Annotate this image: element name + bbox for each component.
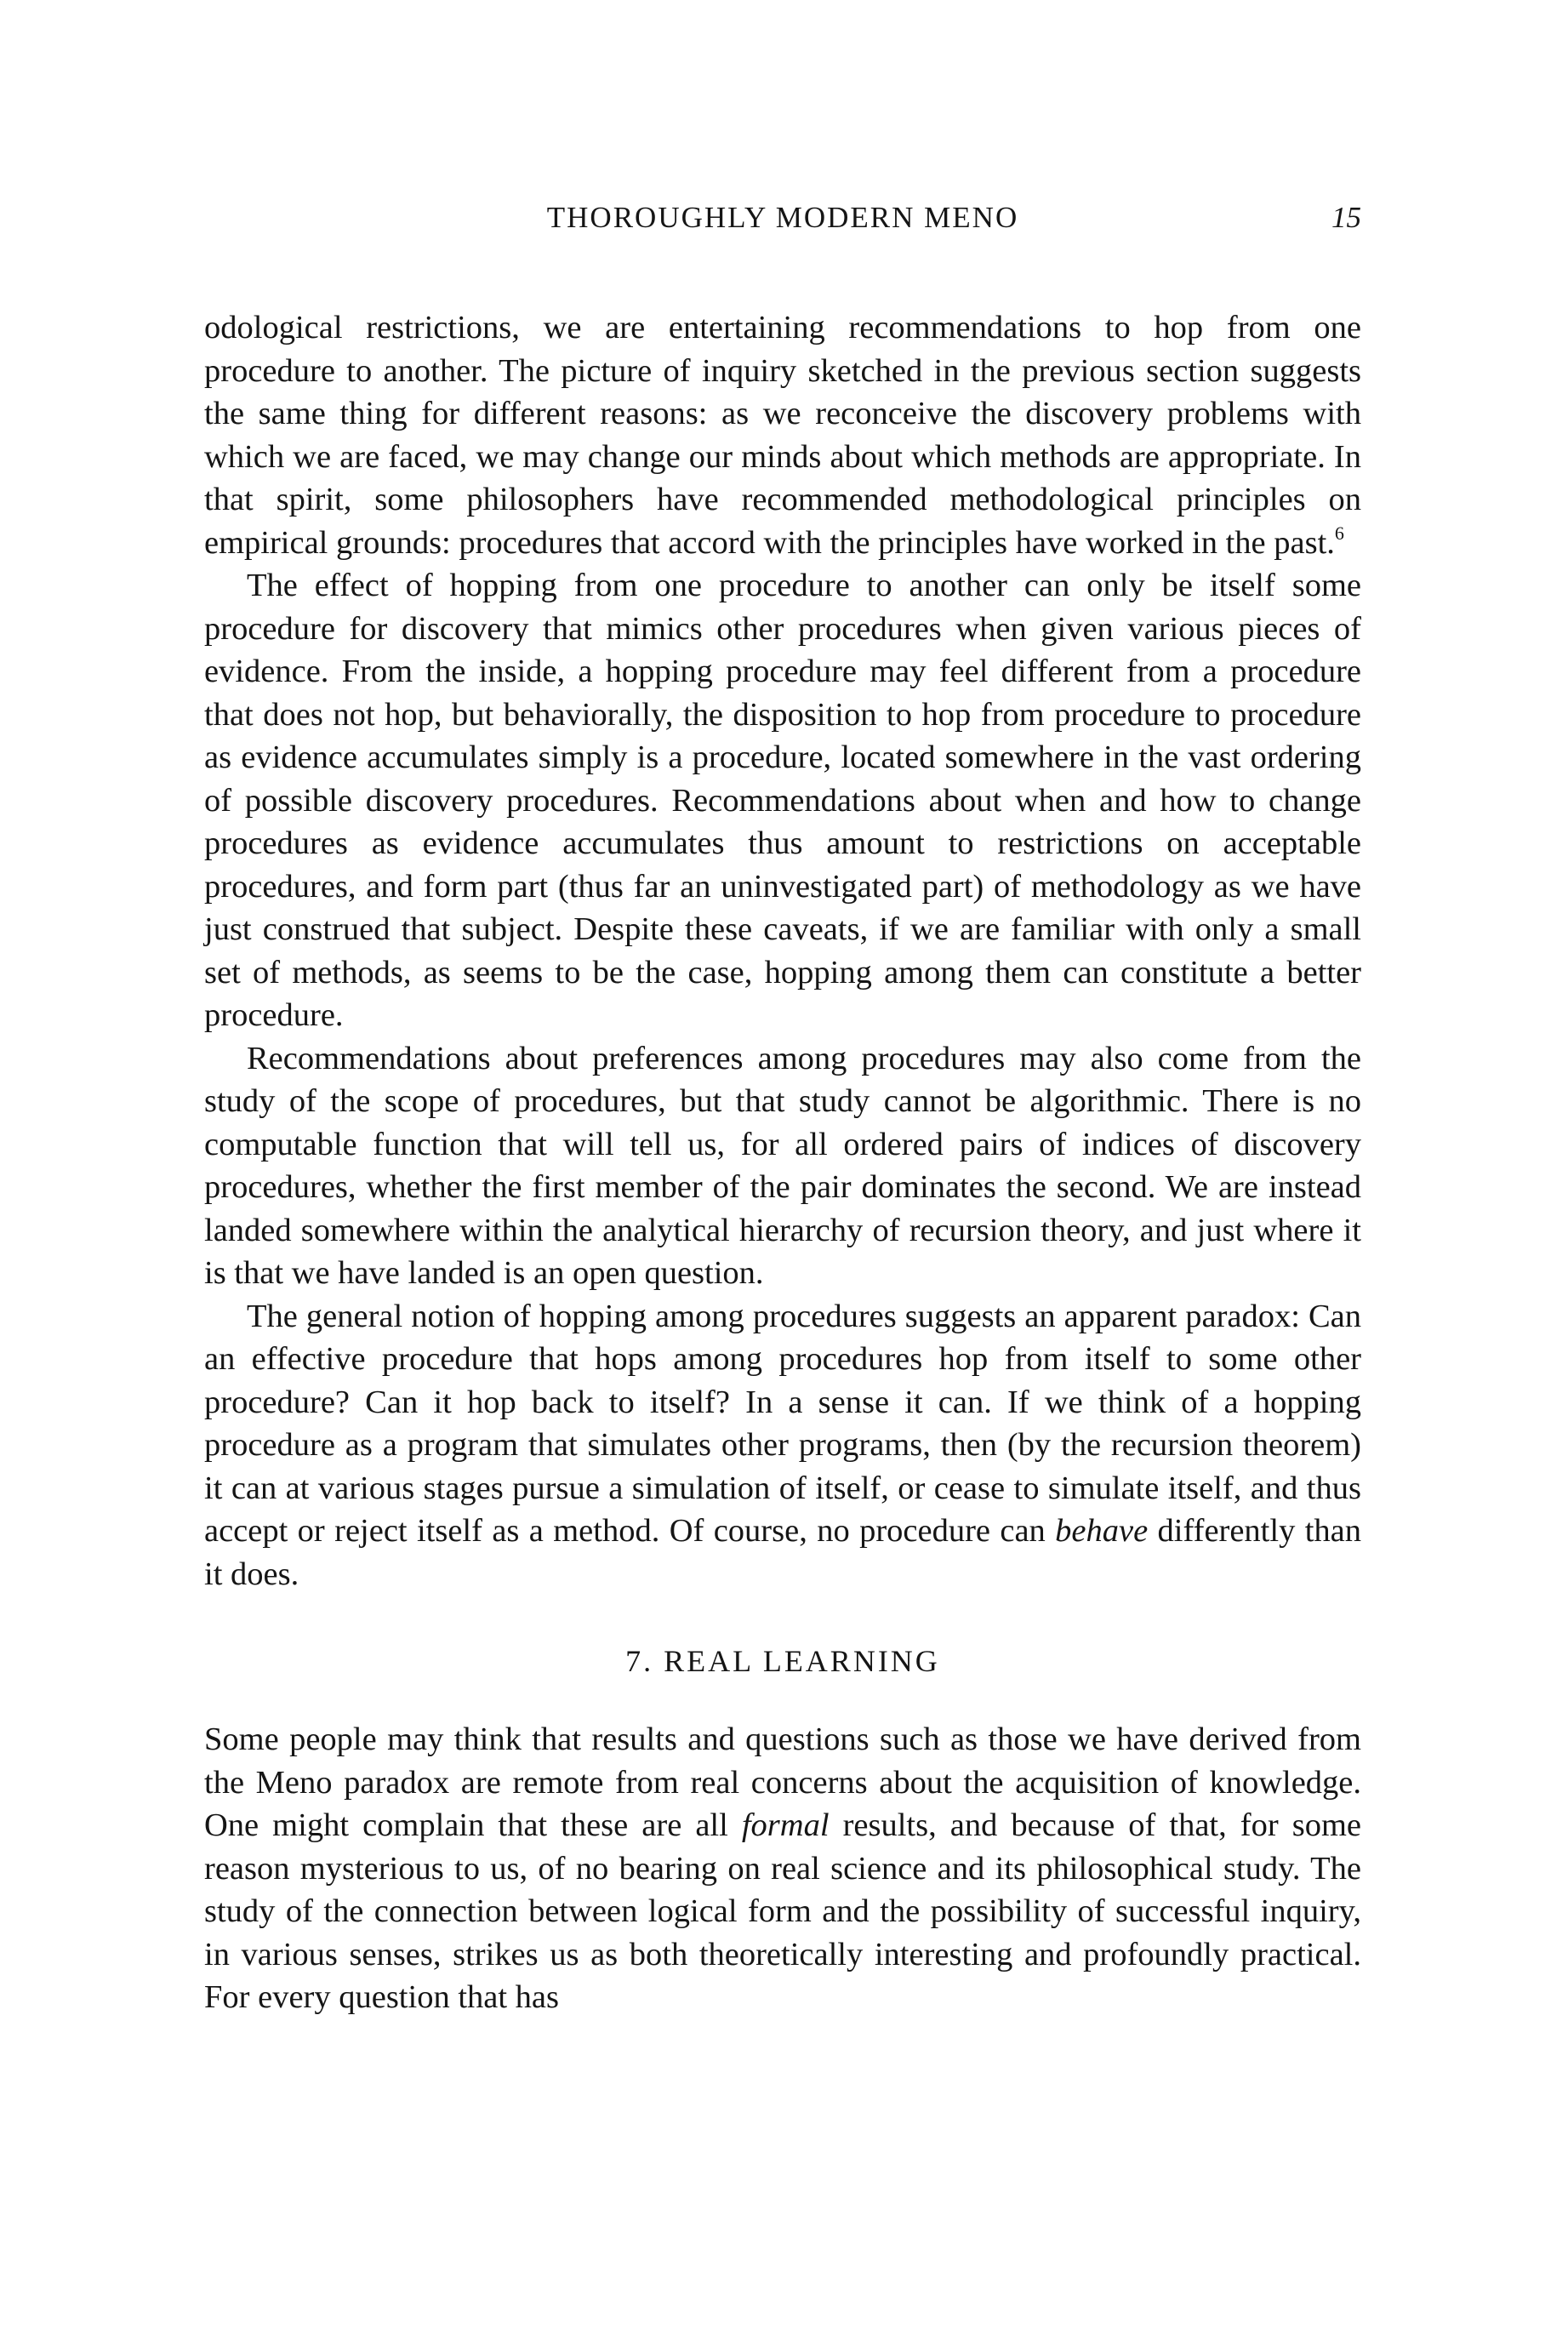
running-head [204,201,1361,243]
section-paragraph [204,1718,1361,2019]
paragraph-4 [204,1295,1361,1596]
paragraph-2: The effect of hopping from one procedure to another can only be itself some procedure for discovery that mimics other procedures when given various pieces of evidence. From the inside, a hopping procedure may feel different from a procedure that does not hop, but behaviorally, the disposition to hop from procedure to procedure as evidence accumulates simply is a procedure, located somewhere in the vast ordering of possible discovery procedures. Recommendations about when and how to change procedures as evidence accumulates thus amount to restrictions on acceptable procedures, and form part (thus far an uninvestigated part) of methodology as we have just construed that subject. Despite these caveats, if we are familiar with only a small set of methods, as seems to be the case, hopping among them can constitute a better procedure. [204,568,1361,1033]
body-text [204,306,1361,2019]
section-paragraph-text-after: results, and because of that, for some reason mysterious to us, of no bearing on real science and its philosophical study. The study of the connection between logical form and the possibility of successful inquiry, in various senses, strikes us as both theoretically interesting and profoundly practical. For every question that has [204,1807,1361,2015]
page-number: 15 [1331,201,1361,234]
footnote-marker: 6 [1334,522,1344,544]
paragraph-4-text-before: The general notion of hopping among procedures suggests an apparent paradox: Can an effective procedure that hops among procedures hop from itself to some other procedure? Can it hop back to itself? In a sense it can. If we think of a hopping procedure as a program that simulates other programs, then (by the recursion theorem) it can at various stages pursue a simulation of itself, or cease to simulate itself, and thus accept or reject itself as a method. Of course, no procedure can [204,1298,1361,1549]
paragraph-3: Recommendations about preferences among procedures may also come from the study of the scope of procedures, but that study cannot be algorithmic. There is no computable function that will tell us, for all ordered pairs of indices of discovery procedures, whether the first member of the pair dominates the second. We are instead landed somewhere within the analytical hierarchy of recursion theory, and just where it is that we have landed is an open question. [204,1040,1361,1291]
running-title: THOROUGHLY MODERN MENO [546,201,1019,234]
paragraph-4-text-after: differently than it does. [204,1513,1361,1592]
paragraph-1 [204,306,1361,564]
paragraph-1-text: odological restrictions, we are entertaining recommendations to hop from one procedure to another. The picture of inquiry sketched in the previous section suggests the same thing for different reasons: as we reconceive the discovery problems with which we are faced, we may change our minds about which methods are appropriate. In that spirit, some philosophers have recommended methodological principles on empirical grounds: procedures that accord with the principles have worked in the past. [204,310,1361,561]
section-heading: 7. REAL LEARNING [625,1644,940,1678]
paragraph-4-emphasis: behave [1055,1513,1149,1549]
section-paragraph-emphasis: formal [741,1807,830,1843]
section-paragraph-text-before: Some people may think that results and questions such as those we have derived from the Meno paradox are remote from real concerns about the acquisition of knowledge. One might complain that these are all [204,1721,1361,1843]
